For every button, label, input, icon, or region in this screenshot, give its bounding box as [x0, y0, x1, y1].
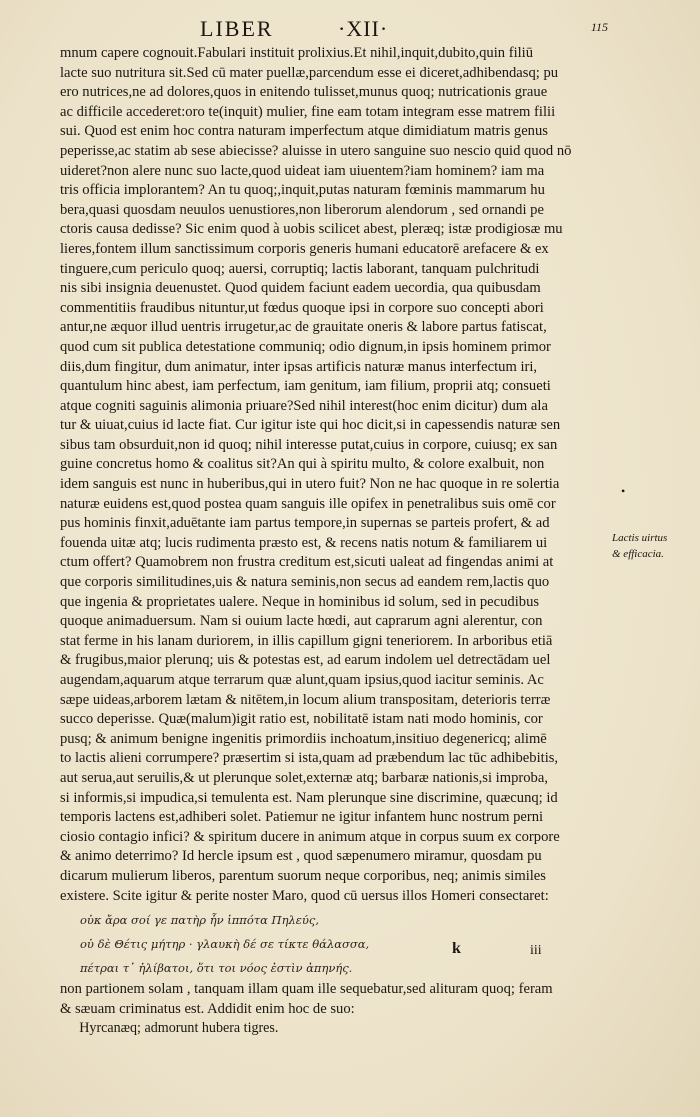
text-line: lacte suo nutritura sit.Sed cū mater puellæ,parcendum esse ei diceret,adhibendasq; pu [60, 64, 559, 81]
text-line: tur & uiuat,cuius id lacte fiat. Cur igitur iste qui hoc dicit,si in capessendis naturæ sen [60, 417, 561, 434]
text-line: mnum capere cognouit.Fabulari instituit prolixius.Et nihil,inquit,dubito,quin filiū [60, 45, 534, 61]
text-line: diis,dum fingitur, dum animatur, inter ipsas artificis naturæ manus interfectum iri, [60, 358, 538, 375]
margin-note [612, 530, 696, 562]
text-line: si informis,si impudica,si temulenta est. Nam plerunque sine discrimine, quæcunq; id [60, 789, 558, 806]
text-line: succo deperisse. Quæ(malum)igit ratio est, nobilitatē istam nati modo hominis, cor [60, 711, 543, 728]
text-line: lieres,fontem illum sanctissimum corporis generis humani educatorē arefacere & ex [60, 240, 549, 257]
text-line: guine concretus homo & coalitus sit?An qui à spiritu multo, & colore exalbuit, non [60, 456, 545, 473]
text-line: que corporis similitudines,uis & natura seminis,non secus ad eandem rem,lactis quo [60, 574, 550, 591]
greek-verse-line: οὐ δὲ Θέτις μήτηρ · γλαυκὴ δέ σε τίκτε θάλασσα, [80, 937, 370, 952]
folio-number: 115 [590, 20, 608, 34]
body-lines [60, 44, 608, 906]
text-line: ciosio contagio infici? & spiritum ducere in animum atque in corpus suum ex corpore [60, 828, 560, 845]
text-line: naturæ euidens est,quod postea quam sanguis ille opifex in penetralibus suis omē cor [60, 495, 556, 512]
margin-note-line: & efficacia. [612, 548, 664, 560]
text-line: nis sibi insignia deuenustet. Quod quidem faciunt eadem uecordia, qua quibusdam [60, 280, 541, 297]
text-line: commentitiis fraudibus nituntur,ut fœdus quoque ipsi in corpore suo concepti abori [60, 299, 544, 316]
signature-mark: k [452, 940, 461, 957]
running-head-title: LIBER [200, 16, 274, 41]
text-line: temporis lactens est,adhiberi solet. Patiemur ne igitur infantem hunc nostrum perni [60, 809, 544, 826]
text-line: & animo deterrimo? Id hercle ipsum est , quod sæpenumero miramur, quosdam pu [60, 848, 542, 865]
text-line: quoque animaduersum. Nam si ouium lacte hœdi, aut caprarum agni alerentur, con [60, 613, 543, 630]
text-line: & sæuam criminatus est. Addidit enim hoc de suo: [60, 1000, 355, 1017]
signature-number: iii [530, 943, 542, 958]
text-line: & frugibus,maior plerunq; uis & potestas est, ad earum indolem uel detrectādam uel [60, 652, 551, 669]
text-line: bera,quasi quosdam neuulos uenustiores,non liberorum alendorum , sed ornandi pe [60, 201, 544, 218]
greek-verse-line: οὐκ ἄρα σοί γε πατὴρ ἦν ἱππότα Πηλεύς, [80, 913, 320, 928]
text-line: stat ferme in his lanam duriorem, in illis capillum gigni teneriorem. In arboribus etiā [60, 632, 553, 649]
text-line: ero nutrices,ne ad dolores,quos in enitendo tulisset,munus quoq; nutricationis graue [60, 84, 548, 101]
text-line: to lactis alieni corrumpere? præsertim si ista,quam ad præbendum lac tūc adhibebitis, [60, 750, 559, 767]
text-line: tinguere,cum periculo quoq; auersi, corruptiq; lactis laborant, tanquam pulchritudi [60, 260, 540, 277]
text-line: non partionem solam , tanquam illam quam ille sequebatur,sed alituram quoq; feram [60, 981, 553, 998]
text-line: pusq; & animum benigne ingenitis primordiis inchoatum,insitiuo degenericq; alimē [60, 730, 547, 747]
text-line: aut serua,aut seruilis,& ut plerunque solet,externæ atq; barbaræ nationis,si improba, [60, 769, 548, 786]
text-line: antur,ne æquor illud uentris irrugetur,ac de grauitate oneris & labore partus fatiscat, [60, 319, 547, 336]
margin-note-line: Lactis uirtus [612, 532, 668, 544]
closing-text [60, 980, 608, 1039]
text-line: ac difficile accederet:oro te(inquit) mulier, fine eam totam integram esse matrem filii [60, 103, 556, 120]
text-line: ctum offert? Quamobrem non frustra creditum est,sicuti ualeat ad fingendas animi at [60, 554, 554, 571]
greek-verse-line: πέτραι τ᾽ ἠλίβατοι, ὅτι τοι νόος ἐστὶν ἀπηνής. [80, 961, 353, 976]
text-line: sui. Quod est enim hoc contra naturam imperfectum atque dimidiatum matris genus [60, 123, 548, 140]
text-line: idem sanguis est nunc in huberibus,qui in utero fuit? Non ne hac quoque in re solertia [60, 476, 560, 493]
text-line: pus hominis finxit,aduētante iam partus tempore,in supernas se parteis profert, & ad [60, 515, 550, 532]
text-line: fouenda uitæ atq; lucis rudimenta præsto est, & recens natis notum & familiarem ui [60, 534, 548, 551]
running-head [200, 16, 620, 46]
body-text [60, 44, 608, 1039]
text-line: sæpe uideas,arborem lætam & nitētem,in locum alium transpositam, deterioris terræ [60, 691, 551, 708]
book-number: ·XII· [338, 16, 389, 41]
text-line: Hyrcanæq; admorunt hubera tigres. [79, 1020, 279, 1037]
text-line: augendam,aquarum atque terrarum quæ alunt,quam ipsius,quod iacitur seminis. Ac [60, 672, 544, 688]
margin-mark: • [621, 484, 626, 498]
text-line: tris officia implorantem? An tu quoq;,inquit,putas naturam fœminis mammarum hu [60, 182, 545, 199]
text-line: peperisse,ac statim ab sese abiecisse? aluisse in utero sanguine suo nescio quid quod nō [60, 142, 572, 159]
text-line: sibus tam obsurduit,non id quoq; nihil interesse putat,cuius in corpore, cuiusq; ex san [60, 436, 558, 453]
text-line: ctoris causa dedisse? Sic enim quod à uobis scilicet abest, pleræq; istæ prodigiosæ mu [60, 221, 563, 238]
greek-quotation [60, 908, 608, 980]
text-line: quod cum sit publica detestatione communiq; odio dignum,in ipsis hominem primor [60, 338, 551, 355]
text-line: existere. Scite igitur & perite noster Maro, quod cū uersus illos Homeri consectaret: [60, 887, 549, 904]
text-line: atque cogniti saguinis alimonia priuare?Sed nihil interest(hoc enim dicitur) dum ala [60, 397, 548, 414]
text-line: dicarum mulierum liberos, parentum suorum neque corporibus, neq; animis similes [60, 867, 546, 884]
text-line: uideret?non alere nunc suo lacte,quod uideat iam uiuentem?iam hominem? iam ma [60, 162, 545, 179]
text-line: que ingenia & proprietates ualere. Neque in hominibus id solum, sed in pecudibus [60, 593, 540, 610]
text-line: quantulum hinc abest, iam perfectum, iam genitum, iam filium, proprii atq; consueti [60, 378, 551, 395]
